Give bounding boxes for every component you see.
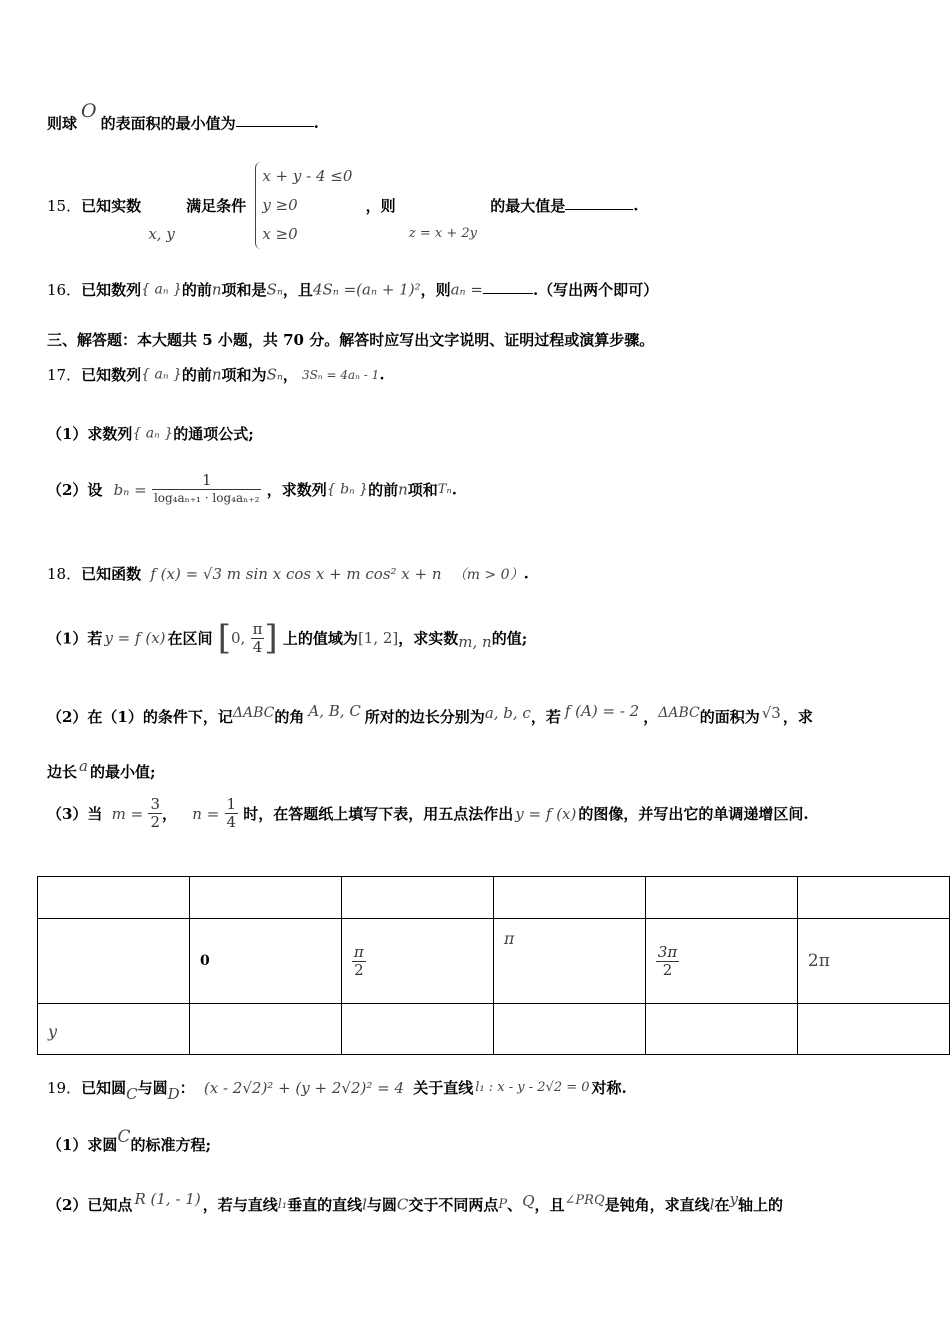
q18-part3: （3）当 m = $\frac{3}{2}$ ， n = $\frac{1}{4}$ 时，在答题纸上填写下表，用五点法作出 y = f (x) 的图像，并写出它的单调递增区间. <box>47 795 809 831</box>
q18-part2: （2）在（1）的条件下，记ΔABC的角 A, B, C 所对的边长分别为a, b, c，若 f (A) = - 2 ，ΔABC的面积为 √3 ，求 <box>47 701 813 726</box>
table-cell: π <box>493 919 645 1004</box>
pi-over-4: $\frac{\pi}{4}$ <box>252 619 263 656</box>
table-cell <box>797 1004 949 1055</box>
table-cell: y <box>38 1004 190 1055</box>
table-row <box>38 919 950 1004</box>
q17-part1: （1）求数列{ aₙ }的通项公式; <box>47 425 254 443</box>
table-cell <box>189 877 341 919</box>
table-cell <box>645 1004 797 1055</box>
table-cell <box>493 1004 645 1055</box>
three-pi-over-2: $\frac{3\pi}{2}$ <box>657 942 678 979</box>
q19: 19．已知圆C与圆D： (x - 2√2)² + (y + 2√2)² = 4 关于直线 l₁ : x - y - 2√2 = 0 对称. <box>47 1078 627 1103</box>
q17: 17．已知数列{ aₙ }的前n项和为Sₙ， 3Sₙ = 4aₙ - 1. <box>47 365 385 384</box>
table-cell <box>341 877 493 919</box>
table-cell <box>645 919 797 1004</box>
q15: 15．已知实数 x, y 满足条件 x + y - 4 ≤0 y ≥0 x ≥0 ，则 z = x + 2y 的最大值是 . <box>47 162 638 249</box>
bn-fraction: $\frac{1}{\text{log₄aₙ₊₁ · log₄aₙ₊₂}}$ <box>153 471 260 505</box>
q14-tail: 则球O的表面积的最小值为 . <box>47 100 319 133</box>
q19-part2: （2）已知点 R (1, - 1) ，若与直线l₁垂直的直线l与圆C交于不同两点P、Q，且∠PRQ是钝角，求直线l在y轴上的 <box>47 1189 783 1214</box>
table-cell <box>493 877 645 919</box>
q18: 18．已知函数 f (x) = √3 m sin x cos x + m cos² x + n （m > 0）. <box>47 564 529 583</box>
table-cell <box>341 1004 493 1055</box>
table-row <box>38 1004 950 1055</box>
table-cell <box>341 919 493 1004</box>
table-cell: 2π <box>797 919 949 1004</box>
five-point-table <box>37 876 950 1055</box>
n-fraction: $\frac{1}{4}$ <box>226 795 237 831</box>
table-row <box>38 877 950 919</box>
table-cell <box>189 1004 341 1055</box>
table-cell <box>38 919 190 1004</box>
q16: 16．已知数列{ aₙ }的前n项和是Sₙ，且4Sₙ =(aₙ + 1)²，则aₙ = .（写出两个即可） <box>47 280 659 299</box>
table-cell: 0 <box>189 919 341 1004</box>
q18-part1: （1）若 y = f (x) 在区间 [0, $\frac{\pi}{4}$ ] 上的值域为[1, 2]，求实数m, n的值; <box>47 618 528 658</box>
q19-part1: （1）求圆C的标准方程; <box>47 1126 211 1154</box>
q17-part2: （2）设 bₙ = $\frac{1}{\text{log₄aₙ₊₁ · log₄aₙ₊₂}}$ ，求数列{ bₙ }的前n项和Tₙ. <box>47 471 457 505</box>
m-fraction: $\frac{3}{2}$ <box>150 795 161 831</box>
table-cell <box>38 877 190 919</box>
q15-constraints: x + y - 4 ≤0 y ≥0 x ≥0 <box>255 162 352 249</box>
q18-part2-cont: 边长 a 的最小值; <box>47 756 156 781</box>
pi-over-2: $\frac{\pi}{2}$ <box>353 942 364 979</box>
table-cell <box>797 877 949 919</box>
table-cell <box>645 877 797 919</box>
section-3-heading: 三、解答题：本大题共 5 小题，共 70 分。解答时应写出文字说明、证明过程或演算步骤。 <box>47 331 655 349</box>
